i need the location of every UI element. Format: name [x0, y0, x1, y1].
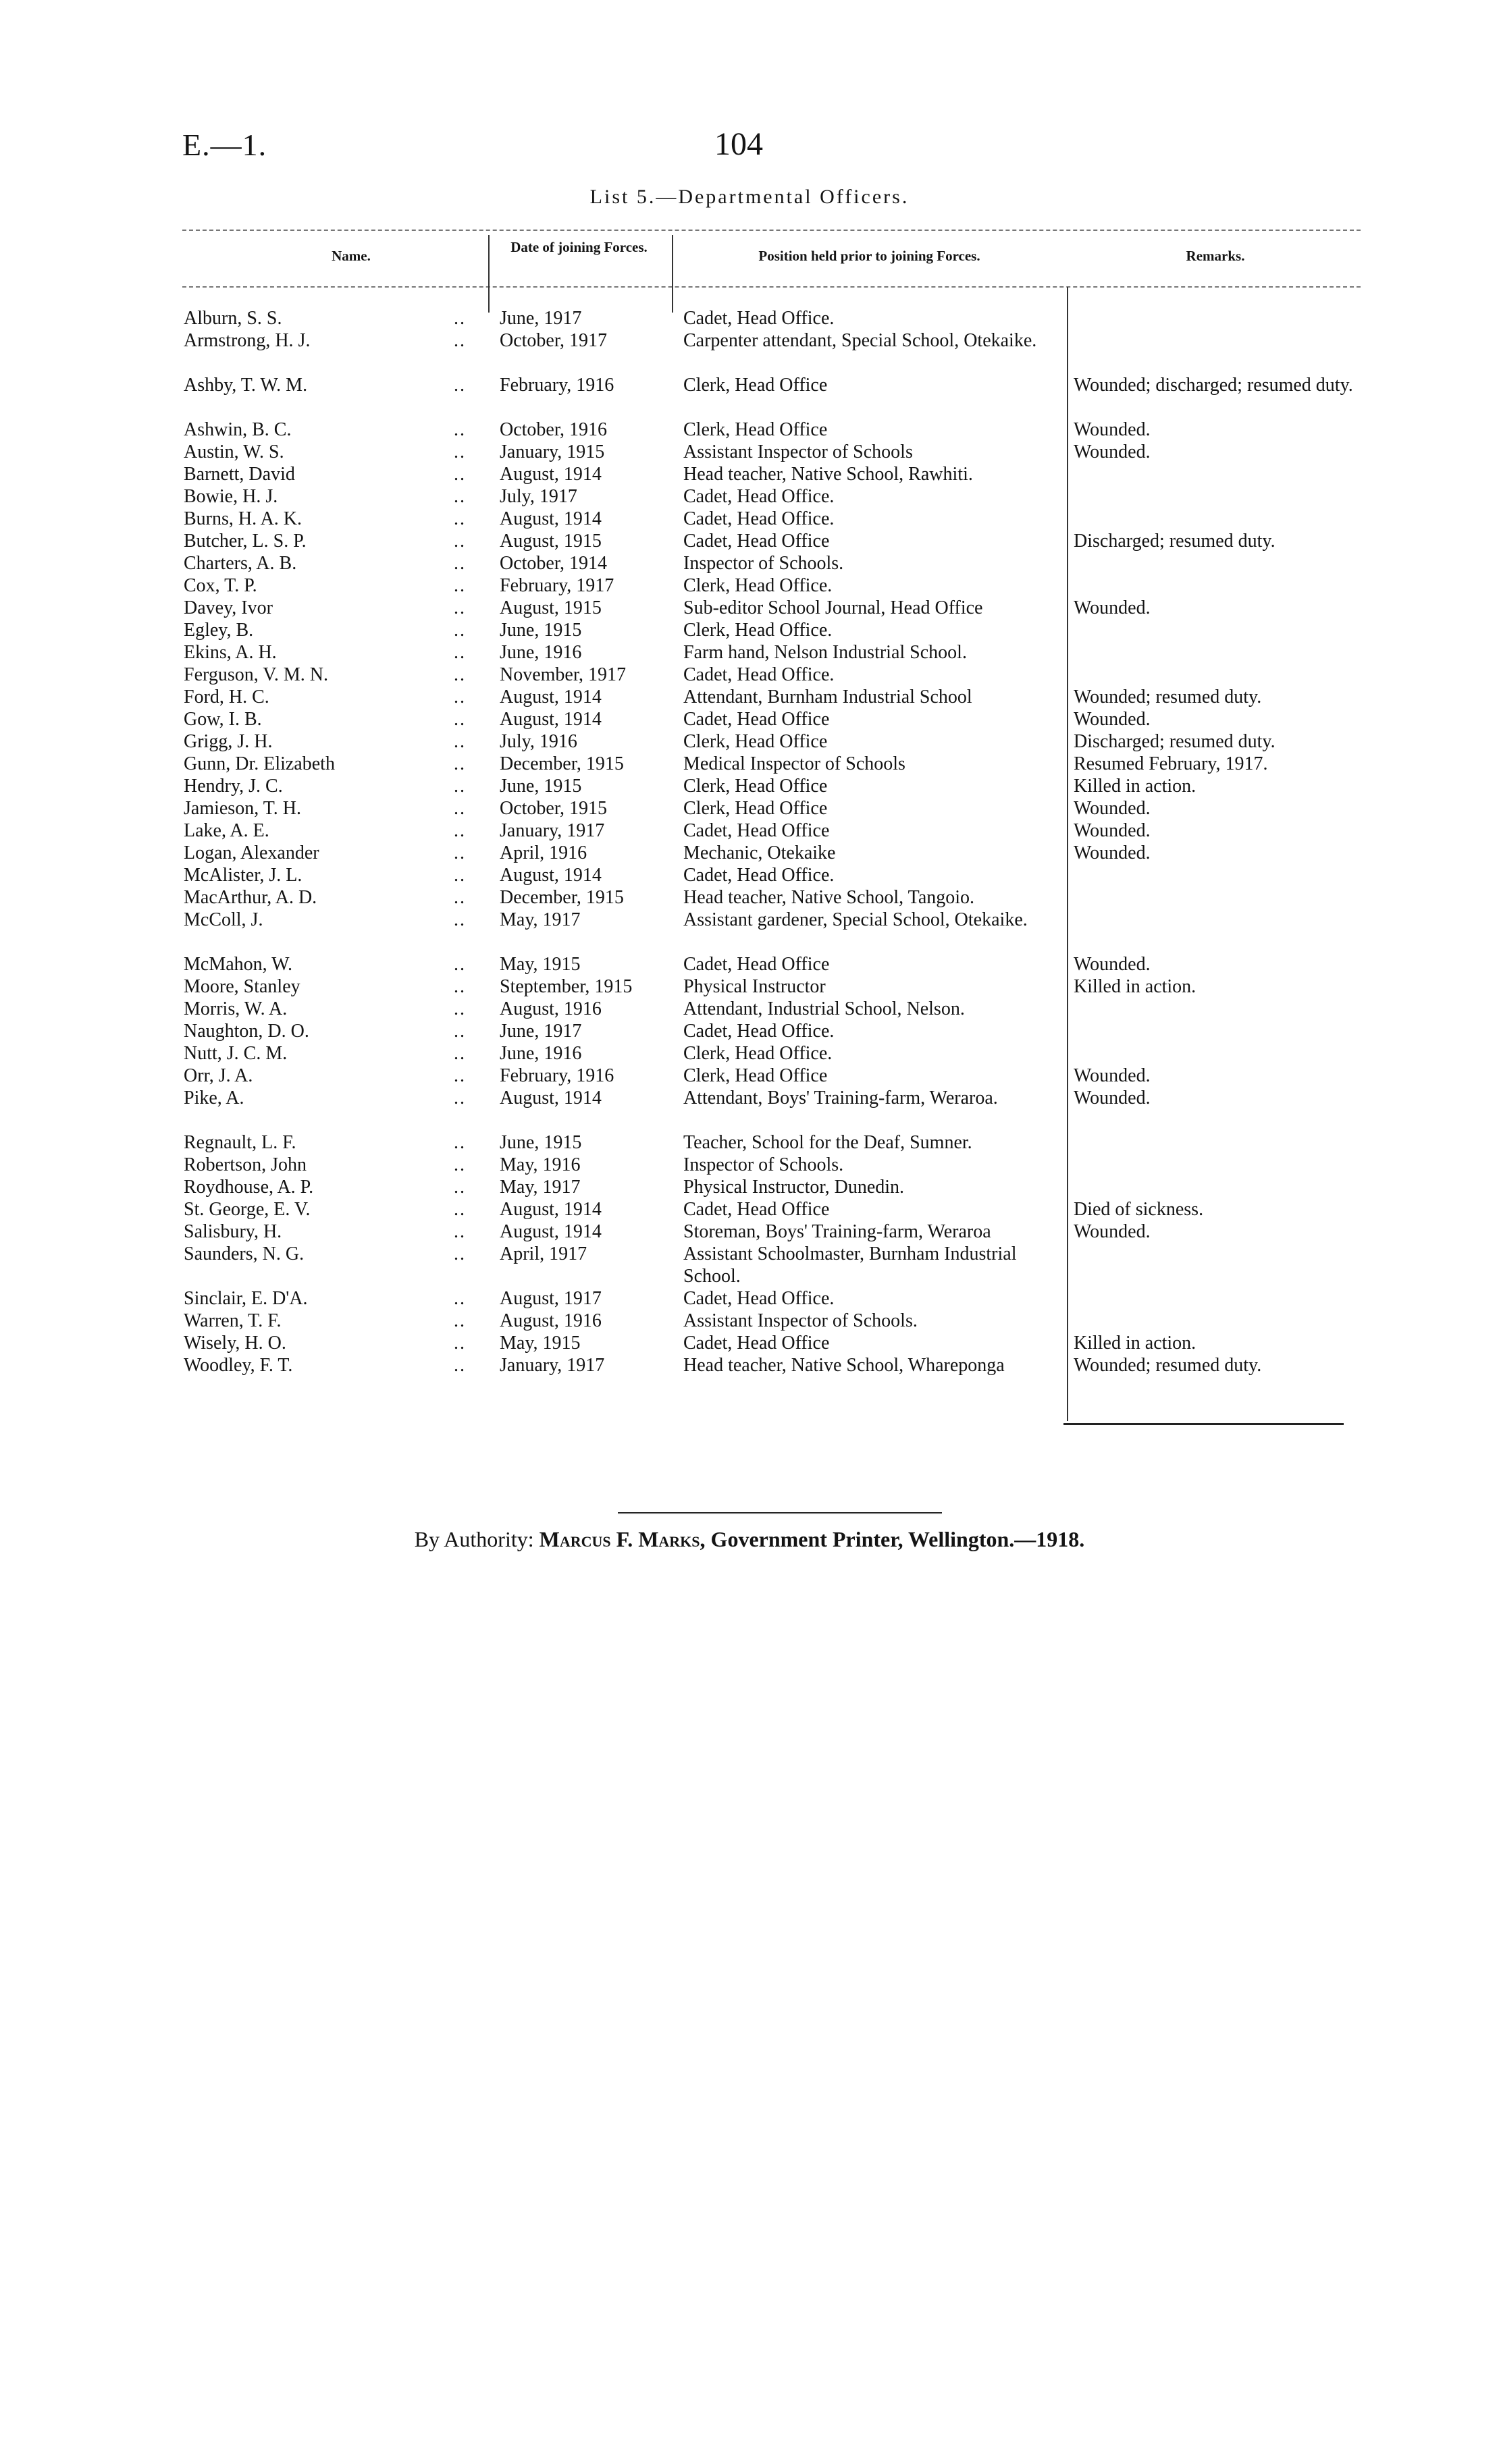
officer-name: Charters, A. B.	[184, 553, 297, 574]
officer-name: St. George, E. V.	[184, 1199, 311, 1220]
table-row	[184, 1176, 1357, 1198]
join-date: December, 1915	[500, 887, 624, 908]
remarks: Died of sickness.	[1074, 1199, 1204, 1220]
leader-dots: ..	[454, 954, 466, 975]
join-date: August, 1914	[500, 1088, 602, 1108]
officer-name: Salisbury, H.	[184, 1221, 282, 1242]
remarks: Killed in action.	[1074, 976, 1196, 997]
join-date: June, 1916	[500, 642, 582, 663]
table-row	[184, 730, 1357, 753]
officers-table	[184, 307, 1357, 1399]
prior-position: Cadet, Head Office	[683, 820, 830, 841]
officer-name: Pike, A.	[184, 1088, 244, 1108]
leader-dots: ..	[454, 1310, 466, 1331]
join-date: June, 1915	[500, 620, 582, 641]
prior-position: Cadet, Head Office	[683, 709, 830, 730]
prior-position: Cadet, Head Office.	[683, 1021, 835, 1042]
prior-position: Cadet, Head Office	[683, 1333, 830, 1354]
column-header-position: Position held prior to joining Forces.	[758, 248, 980, 264]
leader-dots: ..	[454, 575, 466, 596]
officer-name: Naughton, D. O.	[184, 1021, 309, 1042]
table-row	[184, 1198, 1357, 1221]
table-row	[184, 1065, 1357, 1087]
officer-name: Davey, Ivor	[184, 597, 273, 618]
remarks: Discharged; resumed duty.	[1074, 731, 1276, 752]
table-row	[184, 664, 1357, 686]
join-date: August, 1916	[500, 1310, 602, 1331]
table-row	[184, 1131, 1357, 1154]
prior-position: Clerk, Head Office.	[683, 1043, 833, 1064]
prior-position: Physical Instructor, Dunedin.	[683, 1177, 905, 1198]
prior-position: Clerk, Head Office	[683, 776, 828, 797]
join-date: Steptember, 1915	[500, 976, 633, 997]
join-date: August, 1917	[500, 1288, 602, 1309]
officer-name: Logan, Alexander	[184, 842, 319, 863]
join-date: October, 1915	[500, 798, 608, 819]
prior-position: Teacher, School for the Deaf, Sumner.	[683, 1132, 972, 1153]
prior-position: Head teacher, Native School, Rawhiti.	[683, 464, 973, 485]
officer-name: Saunders, N. G.	[184, 1243, 305, 1264]
table-row	[184, 998, 1357, 1020]
officer-name: Bowie, H. J.	[184, 486, 278, 507]
leader-dots: ..	[454, 1243, 466, 1264]
officer-name: Butcher, L. S. P.	[184, 531, 307, 552]
prior-position: Cadet, Head Office.	[683, 508, 835, 529]
officer-name: Roydhouse, A. P.	[184, 1177, 314, 1198]
join-date: June, 1916	[500, 1043, 582, 1064]
table-row	[184, 1354, 1357, 1399]
table-row	[184, 820, 1357, 842]
officer-name: Nutt, J. C. M.	[184, 1043, 288, 1064]
table-row	[184, 708, 1357, 730]
table-row	[184, 909, 1357, 953]
join-date: October, 1916	[500, 419, 608, 440]
officer-name: McAlister, J. L.	[184, 865, 303, 886]
officer-name: Moore, Stanley	[184, 976, 300, 997]
table-row	[184, 1221, 1357, 1243]
table-row	[184, 329, 1357, 374]
leader-dots: ..	[454, 1043, 466, 1064]
join-date: August, 1914	[500, 1221, 602, 1242]
join-date: July, 1916	[500, 731, 577, 752]
table-row	[184, 530, 1357, 552]
join-date: August, 1914	[500, 1199, 602, 1220]
join-date: August, 1915	[500, 531, 602, 552]
prior-position: Clerk, Head Office	[683, 798, 828, 819]
officer-name: Alburn, S. S.	[184, 308, 282, 329]
join-date: July, 1917	[500, 486, 577, 507]
prior-position: Cadet, Head Office.	[683, 1288, 835, 1309]
leader-dots: ..	[454, 1199, 466, 1220]
join-date: August, 1914	[500, 709, 602, 730]
officer-name: Warren, T. F.	[184, 1310, 282, 1331]
officer-name: Wisely, H. O.	[184, 1333, 286, 1354]
join-date: January, 1917	[500, 820, 605, 841]
table-row	[184, 419, 1357, 441]
leader-dots: ..	[454, 731, 466, 752]
prior-position: Clerk, Head Office	[683, 375, 828, 396]
join-date: April, 1916	[500, 842, 587, 863]
prior-position: Attendant, Boys' Training-farm, Weraroa.	[683, 1088, 998, 1108]
officer-name: Sinclair, E. D'A.	[184, 1288, 308, 1309]
officer-name: Woodley, F. T.	[184, 1355, 293, 1376]
leader-dots: ..	[454, 597, 466, 618]
table-row	[184, 1042, 1357, 1065]
leader-dots: ..	[454, 976, 466, 997]
officer-name: Austin, W. S.	[184, 441, 284, 462]
table-row	[184, 953, 1357, 975]
remarks: Wounded; discharged; resumed duty.	[1074, 375, 1353, 396]
officer-name: Armstrong, H. J.	[184, 330, 311, 351]
join-date: August, 1914	[500, 687, 602, 707]
leader-dots: ..	[454, 909, 466, 930]
table-row	[184, 1310, 1357, 1332]
table-row	[184, 797, 1357, 820]
join-date: June, 1915	[500, 1132, 582, 1153]
table-row	[184, 307, 1357, 329]
leader-dots: ..	[454, 486, 466, 507]
officer-name: Ashby, T. W. M.	[184, 375, 308, 396]
officer-name: Lake, A. E.	[184, 820, 269, 841]
leader-dots: ..	[454, 308, 466, 329]
leader-dots: ..	[454, 998, 466, 1019]
officer-name: Cox, T. P.	[184, 575, 257, 596]
remarks: Wounded; resumed duty.	[1074, 687, 1262, 707]
prior-position: Inspector of Schools.	[683, 553, 844, 574]
officer-name: Gunn, Dr. Elizabeth	[184, 753, 335, 774]
prior-position: Cadet, Head Office.	[683, 865, 835, 886]
officer-name: Morris, W. A.	[184, 998, 288, 1019]
officer-name: Hendry, J. C.	[184, 776, 283, 797]
leader-dots: ..	[454, 865, 466, 886]
leader-dots: ..	[454, 1088, 466, 1108]
prior-position: Farm hand, Nelson Industrial School.	[683, 642, 967, 663]
table-row	[184, 441, 1357, 463]
prior-position: Clerk, Head Office	[683, 419, 828, 440]
leader-dots: ..	[454, 508, 466, 529]
table-row	[184, 975, 1357, 998]
column-header-name: Name.	[332, 248, 371, 264]
remarks: Wounded.	[1074, 597, 1151, 618]
prior-position: Attendant, Industrial School, Nelson.	[683, 998, 965, 1019]
table-row	[184, 842, 1357, 864]
leader-dots: ..	[454, 330, 466, 351]
join-date: December, 1915	[500, 753, 624, 774]
join-date: August, 1914	[500, 464, 602, 485]
remarks: Killed in action.	[1074, 776, 1196, 797]
join-date: October, 1917	[500, 330, 608, 351]
footer-rule	[618, 1512, 942, 1514]
leader-dots: ..	[454, 1177, 466, 1198]
join-date: May, 1915	[500, 1333, 581, 1354]
table-row	[184, 374, 1357, 419]
leader-dots: ..	[454, 798, 466, 819]
table-row	[184, 1020, 1357, 1042]
imprint-prefix: By Authority:	[414, 1527, 534, 1551]
prior-position: Cadet, Head Office	[683, 531, 830, 552]
prior-position: Assistant Inspector of Schools.	[683, 1310, 918, 1331]
printer-details: Government Printer, Wellington.—1918.	[710, 1527, 1085, 1551]
prior-position: Assistant Schoolmaster, Burnham Industrial School.	[683, 1243, 1017, 1287]
officer-name: Grigg, J. H.	[184, 731, 273, 752]
column-divider	[672, 235, 673, 313]
table-row	[184, 886, 1357, 909]
leader-dots: ..	[454, 642, 466, 663]
leader-dots: ..	[454, 1154, 466, 1175]
prior-position: Assistant gardener, Special School, Otekaike.	[683, 909, 1028, 930]
leader-dots: ..	[454, 1355, 466, 1376]
join-date: October, 1914	[500, 553, 608, 574]
leader-dots: ..	[454, 709, 466, 730]
table-row	[184, 753, 1357, 775]
prior-position: Carpenter attendant, Special School, Otekaike.	[683, 330, 1037, 351]
table-row	[184, 574, 1357, 597]
join-date: May, 1917	[500, 909, 581, 930]
leader-dots: ..	[454, 620, 466, 641]
officer-name: McColl, J.	[184, 909, 263, 930]
prior-position: Clerk, Head Office.	[683, 575, 833, 596]
table-row	[184, 463, 1357, 485]
table-row	[184, 1287, 1357, 1310]
leader-dots: ..	[454, 887, 466, 908]
join-date: May, 1916	[500, 1154, 581, 1175]
printer-name: Marcus F. Marks,	[539, 1527, 706, 1551]
remarks: Wounded.	[1074, 798, 1151, 819]
officer-name: Robertson, John	[184, 1154, 307, 1175]
join-date: November, 1917	[500, 664, 627, 685]
join-date: February, 1916	[500, 375, 614, 396]
leader-dots: ..	[454, 1065, 466, 1086]
join-date: April, 1917	[500, 1243, 587, 1264]
remarks: Wounded.	[1074, 954, 1151, 975]
table-row	[184, 485, 1357, 508]
officer-name: Ferguson, V. M. N.	[184, 664, 328, 685]
leader-dots: ..	[454, 531, 466, 552]
table-row	[184, 552, 1357, 574]
prior-position: Clerk, Head Office	[683, 1065, 828, 1086]
table-top-rule	[182, 230, 1361, 231]
join-date: May, 1915	[500, 954, 581, 975]
officer-name: Orr, J. A.	[184, 1065, 253, 1086]
remarks: Wounded.	[1074, 842, 1151, 863]
page-number: 104	[714, 126, 763, 162]
page-reference: E.—1.	[182, 128, 267, 162]
leader-dots: ..	[454, 464, 466, 485]
leader-dots: ..	[454, 1021, 466, 1042]
prior-position: Physical Instructor	[683, 976, 826, 997]
officer-name: Gow, I. B.	[184, 709, 262, 730]
officer-name: McMahon, W.	[184, 954, 292, 975]
prior-position: Head teacher, Native School, Whareponga	[683, 1355, 1005, 1376]
officer-name: Jamieson, T. H.	[184, 798, 301, 819]
officer-name: Barnett, David	[184, 464, 295, 485]
prior-position: Inspector of Schools.	[683, 1154, 844, 1175]
prior-position: Clerk, Head Office.	[683, 620, 833, 641]
prior-position: Cadet, Head Office.	[683, 308, 835, 329]
prior-position: Head teacher, Native School, Tangoio.	[683, 887, 975, 908]
table-row	[184, 1087, 1357, 1131]
leader-dots: ..	[454, 1288, 466, 1309]
join-date: February, 1917	[500, 575, 614, 596]
join-date: August, 1916	[500, 998, 602, 1019]
remarks: Resumed February, 1917.	[1074, 753, 1268, 774]
column-header-date: Date of joining Forces.	[510, 239, 648, 255]
officer-name: Ekins, A. H.	[184, 642, 277, 663]
table-row	[184, 619, 1357, 641]
remarks: Wounded.	[1074, 441, 1151, 462]
join-date: February, 1916	[500, 1065, 614, 1086]
officer-name: Ashwin, B. C.	[184, 419, 292, 440]
join-date: August, 1915	[500, 597, 602, 618]
leader-dots: ..	[454, 687, 466, 707]
table-row	[184, 508, 1357, 530]
prior-position: Mechanic, Otekaike	[683, 842, 836, 863]
officer-name: Regnault, L. F.	[184, 1132, 296, 1153]
table-row	[184, 641, 1357, 664]
join-date: May, 1917	[500, 1177, 581, 1198]
officer-name: MacArthur, A. D.	[184, 887, 317, 908]
remarks: Wounded.	[1074, 1221, 1151, 1242]
join-date: June, 1917	[500, 1021, 582, 1042]
remarks: Wounded.	[1074, 419, 1151, 440]
leader-dots: ..	[454, 419, 466, 440]
remarks: Wounded.	[1074, 1065, 1151, 1086]
prior-position: Cadet, Head Office	[683, 954, 830, 975]
leader-dots: ..	[454, 441, 466, 462]
prior-position: Sub-editor School Journal, Head Office	[683, 597, 983, 618]
join-date: January, 1917	[500, 1355, 605, 1376]
leader-dots: ..	[454, 1221, 466, 1242]
table-row	[184, 1154, 1357, 1176]
prior-position: Attendant, Burnham Industrial School	[683, 687, 972, 707]
leader-dots: ..	[454, 664, 466, 685]
join-date: August, 1914	[500, 508, 602, 529]
officer-name: Ford, H. C.	[184, 687, 269, 707]
leader-dots: ..	[454, 1132, 466, 1153]
leader-dots: ..	[454, 375, 466, 396]
join-date: June, 1917	[500, 308, 582, 329]
remarks: Killed in action.	[1074, 1333, 1196, 1354]
table-row	[184, 1332, 1357, 1354]
table-row	[184, 775, 1357, 797]
prior-position: Cadet, Head Office.	[683, 664, 835, 685]
prior-position: Cadet, Head Office	[683, 1199, 830, 1220]
prior-position: Cadet, Head Office.	[683, 486, 835, 507]
table-row	[184, 597, 1357, 619]
imprint	[0, 1527, 1499, 1552]
remarks: Wounded; resumed duty.	[1074, 1355, 1262, 1376]
table-header-rule	[182, 286, 1361, 288]
list-title: List 5.—Departmental Officers.	[589, 186, 910, 208]
prior-position: Storeman, Boys' Training-farm, Weraroa	[683, 1221, 991, 1242]
leader-dots: ..	[454, 776, 466, 797]
remarks: Wounded.	[1074, 1088, 1151, 1108]
prior-position: Clerk, Head Office	[683, 731, 828, 752]
leader-dots: ..	[454, 842, 466, 863]
leader-dots: ..	[454, 553, 466, 574]
officer-name: Egley, B.	[184, 620, 254, 641]
table-row	[184, 686, 1357, 708]
table-row	[184, 1243, 1357, 1287]
remarks: Discharged; resumed duty.	[1074, 531, 1276, 552]
prior-position: Medical Inspector of Schools	[683, 753, 905, 774]
remarks: Wounded.	[1074, 820, 1151, 841]
table-bottom-rule	[1063, 1423, 1344, 1425]
officer-name: Burns, H. A. K.	[184, 508, 303, 529]
join-date: January, 1915	[500, 441, 605, 462]
leader-dots: ..	[454, 753, 466, 774]
column-header-remarks: Remarks.	[1186, 248, 1245, 264]
remarks: Wounded.	[1074, 709, 1151, 730]
prior-position: Assistant Inspector of Schools	[683, 441, 913, 462]
join-date: August, 1914	[500, 865, 602, 886]
join-date: June, 1915	[500, 776, 582, 797]
leader-dots: ..	[454, 820, 466, 841]
table-row	[184, 864, 1357, 886]
leader-dots: ..	[454, 1333, 466, 1354]
